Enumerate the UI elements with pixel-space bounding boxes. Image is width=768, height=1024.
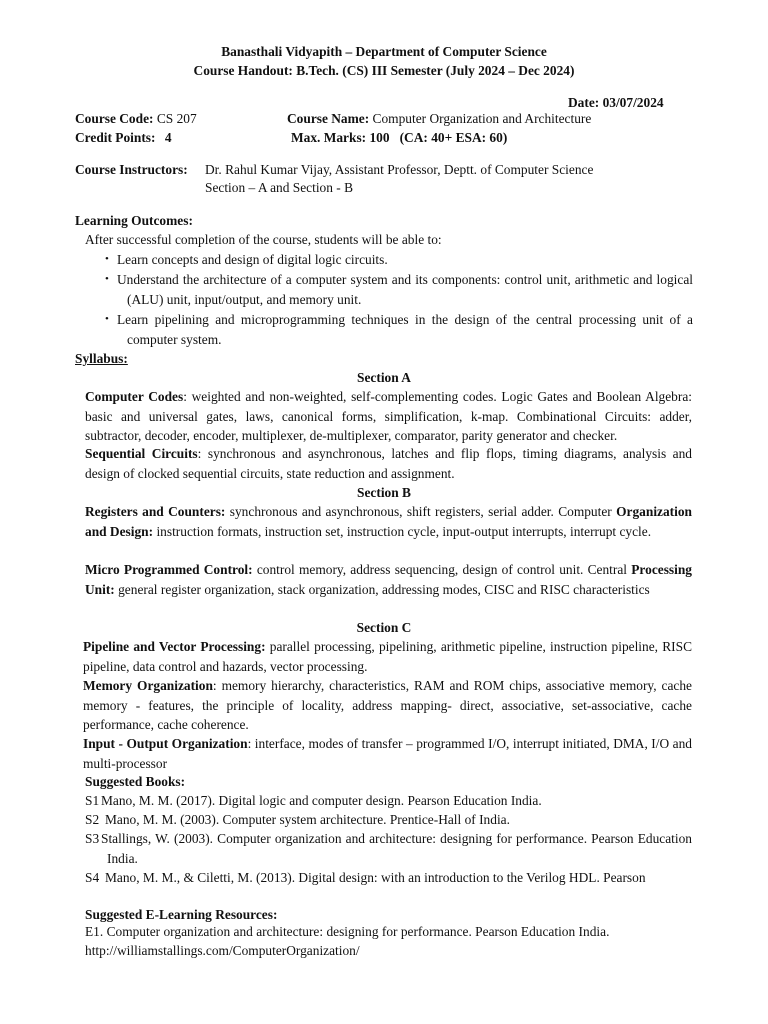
course-code-row: [75, 109, 197, 129]
credit-points-value: 4: [164, 130, 172, 145]
course-name-label: Course Name:: [287, 111, 370, 126]
book-text: Mano, M. M. (2003). Computer system architecture. Prentice-Hall of India.: [105, 812, 510, 827]
bullet-icon: •: [105, 313, 109, 325]
topic-text: : synchronous and asynchronous, latches and flip flops, timing diagrams, analysis and design of clocked sequential circuits, state reduction and assignment.: [85, 446, 692, 481]
credit-points-row: [75, 128, 172, 148]
book-item: [85, 868, 692, 888]
suggested-books-heading: Suggested Books:: [85, 774, 186, 789]
section-c-pipeline: [83, 637, 692, 676]
section-c-io: [83, 734, 692, 773]
topic-title: Processing Unit:: [85, 562, 692, 597]
header-institution: Banasthali Vidyapith – Department of Computer Science: [221, 44, 547, 59]
topic-title: Micro Programmed Control:: [85, 562, 253, 577]
book-id: S1: [85, 793, 100, 808]
topic-text: : interface, modes of transfer – programmed I/O, interrupt initiated, DMA, I/O and multi-processor: [83, 736, 692, 771]
topic-title: Registers and Counters:: [85, 504, 226, 519]
topic-title: Sequential Circuits: [85, 446, 198, 461]
book-text: Mano, M. M. (2017). Digital logic and computer design. Pearson Education India.: [101, 793, 542, 808]
section-a-title: Section A: [357, 370, 411, 385]
credit-points-label: Credit Points:: [75, 130, 156, 145]
syllabus-heading: Syllabus:: [75, 351, 128, 366]
topic-text: control memory, address sequencing, design of control unit. Central: [252, 562, 632, 577]
outcome-item: [105, 310, 693, 349]
topic-title: Computer Codes: [85, 389, 184, 404]
section-b-micro-programmed: [85, 560, 692, 599]
topic-title: Input - Output Organization: [83, 736, 248, 751]
course-name-row: [287, 109, 591, 129]
book-id: S4: [85, 870, 100, 885]
section-c-title: Section C: [356, 620, 412, 635]
outcome-text: Learn pipelining and microprogramming techniques in the design of the central processing unit of a computer system.: [117, 312, 693, 347]
topic-text: : weighted and non-weighted, self-complementing codes. Logic Gates and Boolean Algebra: basic and universal gates, laws, canonical forms, simplification, k-map. Combinational Circuits: adder, subtractor, decoder, encoder, multiplexer, de-multiplexer, comparator, parity generator and checker.: [85, 389, 692, 443]
topic-title: Pipeline and Vector Processing:: [83, 639, 266, 654]
outcome-text: Understand the architecture of a computer system and its components: control unit, arithmetic and logical (ALU) unit, input/output, and memory unit.: [117, 272, 693, 307]
section-c-memory: [83, 676, 692, 735]
max-marks: Max. Marks: 100 (CA: 40+ ESA: 60): [291, 130, 508, 145]
elearning-heading: Suggested E-Learning Resources:: [85, 907, 278, 922]
section-b-registers: [85, 502, 692, 541]
book-text: Stallings, W. (2003). Computer organization and architecture: designing for performance. Pearson Education India.: [101, 831, 692, 866]
learning-outcomes-heading: Learning Outcomes:: [75, 213, 193, 228]
section-b-title: Section B: [357, 485, 411, 500]
topic-title: Memory Organization: [83, 678, 213, 693]
topic-text: general register organization, stack organization, addressing modes, CISC and RISC characteristics: [114, 581, 650, 597]
course-code-label: Course Code:: [75, 111, 154, 126]
outcome-item: [105, 270, 693, 309]
section-a-computer-codes: [85, 387, 692, 446]
course-code-value: CS 207: [156, 111, 197, 126]
topic-title: Organization and Design:: [85, 504, 693, 539]
book-text: Mano, M. M., & Ciletti, M. (2013). Digital design: with an introduction to the Verilog HDL. Pearson: [105, 870, 646, 885]
instructors-line1: Dr. Rahul Kumar Vijay, Assistant Professor, Deptt. of Computer Science: [205, 162, 594, 177]
handout-date: Date: 03/07/2024: [568, 95, 664, 110]
bullet-icon: •: [105, 253, 109, 265]
book-id: S2: [85, 812, 100, 827]
elearning-resource: E1. Computer organization and architecture: designing for performance. Pearson Education India.: [85, 924, 610, 939]
instructors-sections: Section – A and Section - B: [205, 180, 354, 195]
book-id: S3: [85, 831, 100, 846]
section-a-sequential-circuits: [85, 444, 692, 483]
course-name-value: Computer Organization and Architecture: [372, 111, 592, 126]
topic-text: parallel processing, pipelining, arithmetic pipeline, instruction pipeline, RISC pipeline, data control and hazards, vector processing.: [83, 639, 693, 674]
elearning-link[interactable]: http://williamstallings.com/ComputerOrganization/: [85, 943, 360, 958]
topic-text: instruction formats, instruction set, instruction cycle, input-output interrupts, interrupt cycle.: [153, 523, 652, 539]
outcome-item: [105, 250, 693, 270]
header-course-handout: Course Handout: B.Tech. (CS) III Semester (July 2024 – Dec 2024): [193, 63, 575, 78]
book-item: [85, 810, 692, 830]
book-item: [85, 791, 692, 811]
instructors-label: Course Instructors:: [75, 162, 188, 177]
bullet-icon: •: [105, 273, 109, 285]
book-item: [85, 829, 692, 868]
learning-outcomes-intro: After successful completion of the course, students will be able to:: [85, 232, 442, 247]
topic-text: : memory hierarchy, characteristics, RAM and ROM chips, associative memory, cache memory - features, the principle of locality, address mapping- direct, associative, set-associative, cache performance, cache coherence.: [83, 678, 693, 732]
topic-text: synchronous and asynchronous, shift registers, serial adder. Computer: [225, 504, 617, 519]
outcome-text: Learn concepts and design of digital logic circuits.: [117, 252, 388, 267]
